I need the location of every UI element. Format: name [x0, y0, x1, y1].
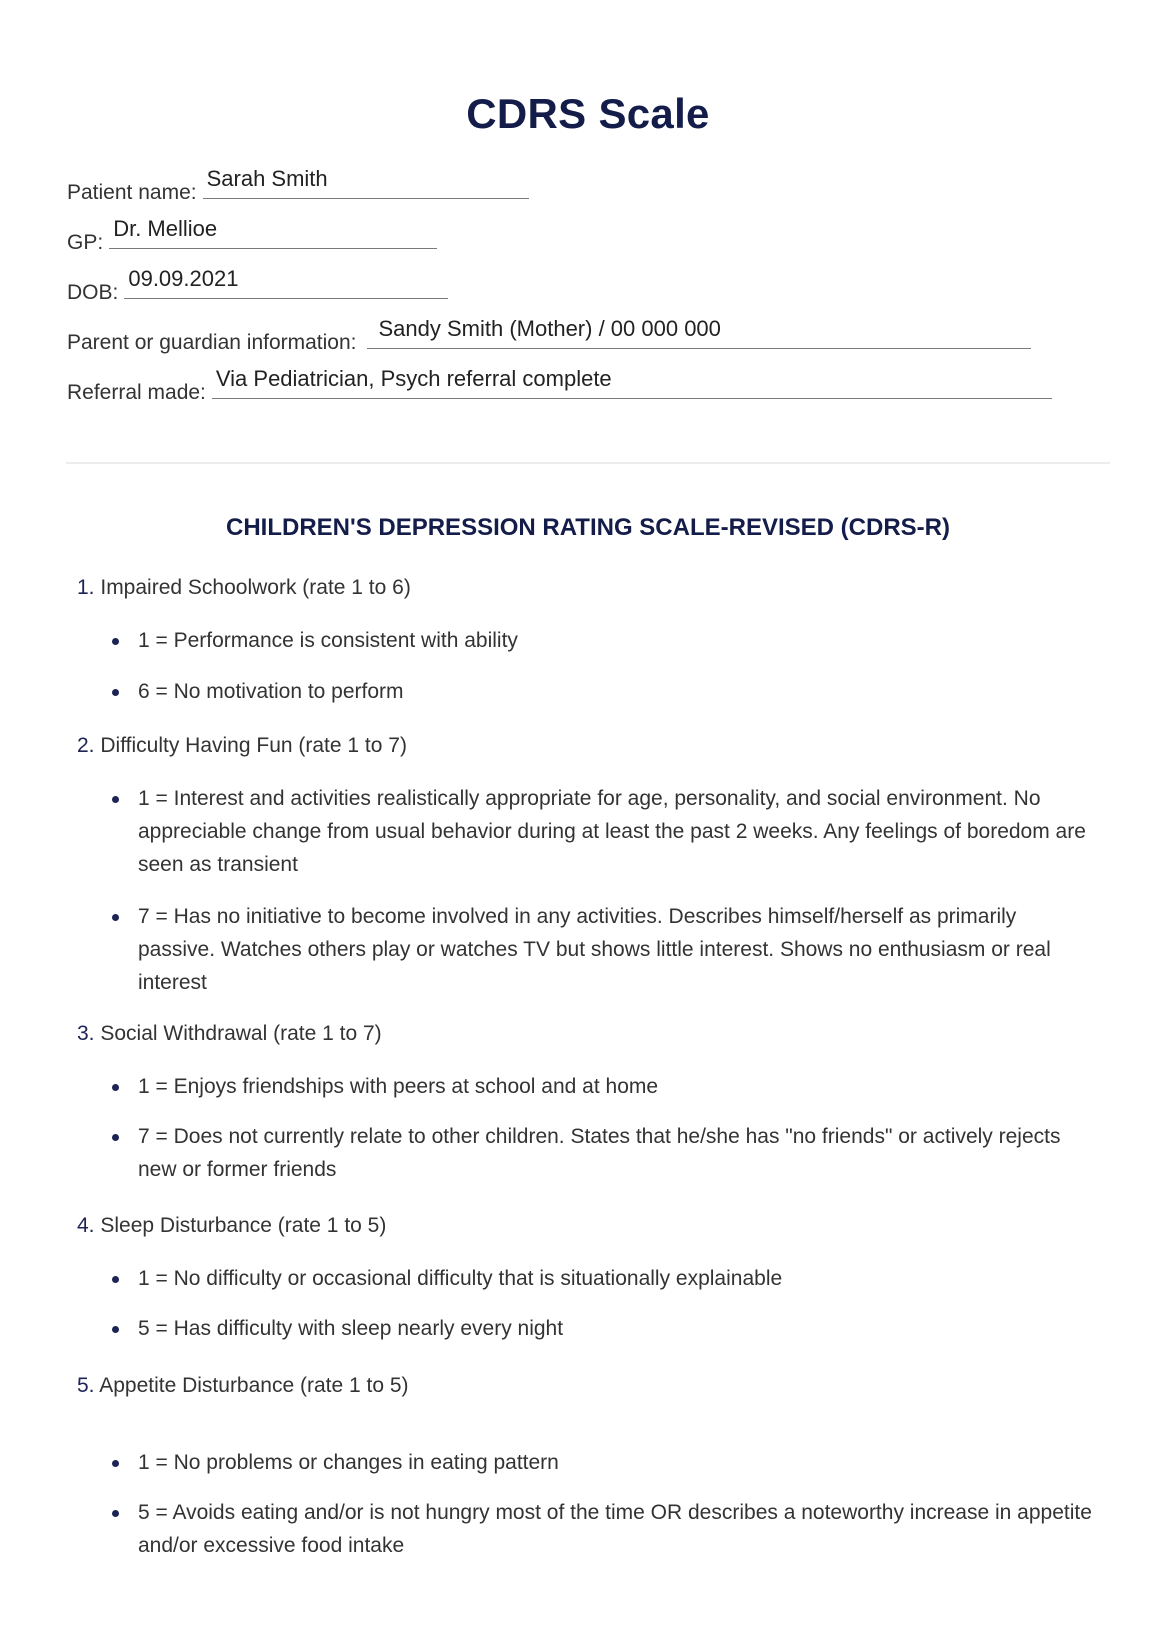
- guardian-label: Parent or guardian information:: [67, 331, 357, 354]
- list-item: 6 = No motivation to perform: [112, 675, 1092, 708]
- referral-input[interactable]: Via Pediatrician, Psych referral complete: [212, 372, 1052, 399]
- bullet-icon: [112, 796, 119, 803]
- dob-label: DOB:: [67, 281, 119, 304]
- guardian-field: [67, 316, 1031, 354]
- bullet-icon: [112, 1084, 119, 1091]
- gp-input[interactable]: Dr. Mellioe: [109, 222, 437, 249]
- page-title: CDRS Scale: [466, 90, 710, 137]
- guardian-input[interactable]: Sandy Smith (Mother) / 00 000 000: [367, 322, 1031, 349]
- item-1-heading: 1. Impaired Schoolwork (rate 1 to 6): [77, 576, 411, 599]
- list-item: 1 = Performance is consistent with ability: [112, 624, 1092, 657]
- patient-name-label: Patient name:: [67, 181, 197, 204]
- bullet-icon: [112, 914, 119, 921]
- gp-field: [67, 216, 437, 254]
- dob-input[interactable]: 09.09.2021: [124, 272, 448, 299]
- item-2-heading: 2. Difficulty Having Fun (rate 1 to 7): [77, 734, 407, 757]
- list-item: 7 = Has no initiative to become involved in any activities. Describes himself/herself as primarily passive. Watches others play or watches TV but shows little interest. Shows no enthusiasm or real interest: [112, 900, 1092, 999]
- bullet-icon: [112, 638, 119, 645]
- patient-name-field: [67, 166, 529, 204]
- list-item: 1 = No difficulty or occasional difficulty that is situationally explainable: [112, 1262, 1092, 1295]
- referral-field: [67, 366, 1052, 404]
- bullet-icon: [112, 689, 119, 696]
- list-item: 1 = Enjoys friendships with peers at school and at home: [112, 1070, 1092, 1103]
- list-item: 7 = Does not currently relate to other children. States that he/she has "no friends" or actively rejects new or former friends: [112, 1120, 1092, 1186]
- dob-field: [67, 266, 448, 304]
- list-item: 5 = Has difficulty with sleep nearly every night: [112, 1312, 1092, 1345]
- gp-label: GP:: [67, 231, 104, 254]
- referral-label: Referral made:: [67, 381, 206, 404]
- bullet-icon: [112, 1276, 119, 1283]
- bullet-icon: [112, 1510, 119, 1517]
- list-item: 5 = Avoids eating and/or is not hungry most of the time OR describes a noteworthy increase in appetite and/or excessive food intake: [112, 1496, 1092, 1562]
- item-3-heading: 3. Social Withdrawal (rate 1 to 7): [77, 1022, 382, 1045]
- item-4-heading: 4. Sleep Disturbance (rate 1 to 5): [77, 1214, 387, 1237]
- section-divider: [66, 462, 1110, 464]
- list-item: 1 = No problems or changes in eating pattern: [112, 1446, 1092, 1479]
- bullet-icon: [112, 1134, 119, 1141]
- patient-name-input[interactable]: Sarah Smith: [203, 172, 529, 199]
- bullet-icon: [112, 1460, 119, 1467]
- bullet-icon: [112, 1326, 119, 1333]
- section-title: CHILDREN'S DEPRESSION RATING SCALE-REVISED (CDRS-R): [226, 514, 950, 541]
- list-item: 1 = Interest and activities realistically appropriate for age, personality, and social environment. No appreciable change from usual behavior during at least the past 2 weeks. Any feelings of boredom are seen as transient: [112, 782, 1092, 881]
- item-5-heading: 5. Appetite Disturbance (rate 1 to 5): [77, 1374, 409, 1397]
